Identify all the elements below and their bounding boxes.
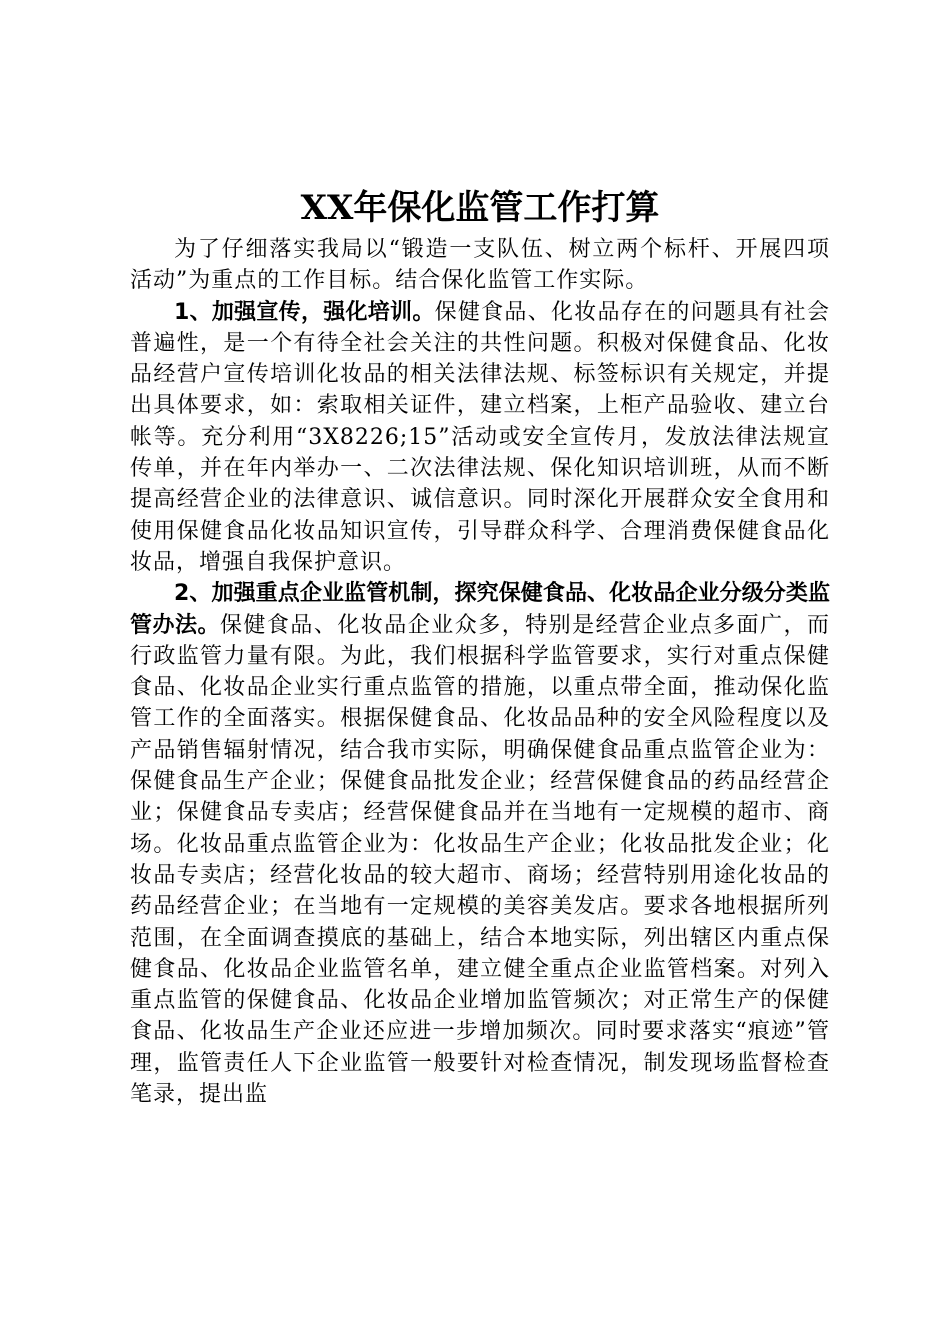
section-2-body: 保健食品、化妆品企业众多，特别是经营企业点多面广，而行政监管力量有限。为此，我们根据科学监管要求，实行对重点保健食品、化妆品企业实行重点监管的措施，以重点带全面，推动保化监管工作的全面落实。根据保健食品、化妆品品种的安全风险程度以及产品销售辐射情况，结合我市实际，明确保健食品重点监管企业为：保健食品生产企业；保健食品批发企业；经营保健食品的药品经营企业；保健食品专卖店；经营保健食品并在当地有一定规模的超市、商场。化妆品重点监管企业为：化妆品生产企业；化妆品批发企业；化妆品专卖店；经营化妆品的较大超市、商场；经营特别用途化妆品的药品经营企业；在当地有一定规模的美容美发店。要求各地根据所列范围，在全面调查摸底的基础上，结合本地实际，列出辖区内重点保健食品、化妆品企业监管名单，建立健全重点企业监管档案。对列入重点监管的保健食品、化妆品企业增加监管频次；对正常生产的保健食品、化妆品生产企业还应进一步增加频次。同时要求落实“痕迹”管理，监管责任人下企业监管一般要针对检查情况，制发现场监督检查笔录，提出监 <box>130 612 830 1108</box>
section-2-paragraph <box>130 578 830 1110</box>
document-title: XX年保化监管工作打算 <box>300 188 660 228</box>
section-1-heading: 1、加强宣传，强化培训。 <box>174 299 435 325</box>
section-1-body: 保健食品、化妆品存在的问题具有社会普遍性，是一个有待全社会关注的共性问题。积极对保健食品、化妆品经营户宣传培训化妆品的相关法律法规、标签标识有关规定，并提出具体要求，如：索取相关证件，建立档案，上柜产品验收、建立台帐等。充分利用“3X8226;15”活动或安全宣传月，发放法律法规宣传单，并在年内举办一、二次法律法规、保化知识培训班，从而不断提高经营企业的法律意识、诚信意识。同时深化开展群众安全食用和使用保健食品化妆品知识宣传，引导群众科学、合理消费保健食品化妆品，增强自我保护意识。 <box>130 299 830 575</box>
section-2-heading: 2、加强重点企业监管机制，探究保健食品、化妆品企业分级分类监管办法。 <box>130 581 830 638</box>
intro-paragraph: 为了仔细落实我局以“锻造一支队伍、树立两个标杆、开展四项活动”为重点的工作目标。结合保化监管工作实际。 <box>130 237 830 294</box>
document-body <box>130 186 830 1110</box>
section-1-paragraph <box>130 297 830 579</box>
